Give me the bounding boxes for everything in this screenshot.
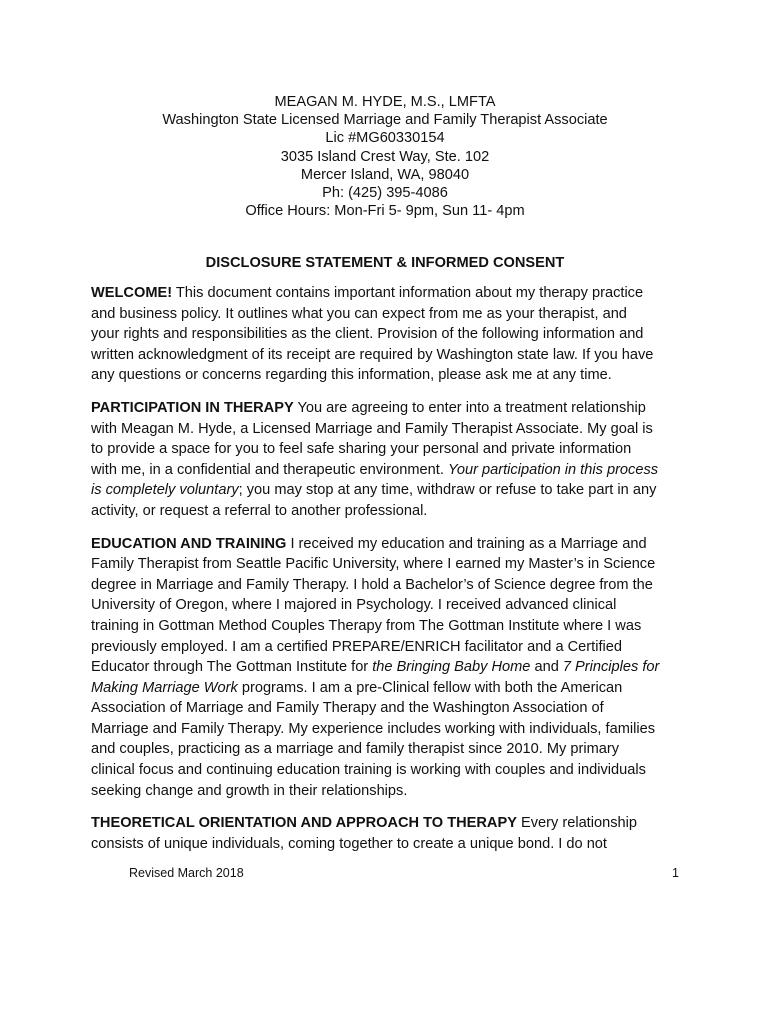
education-heading: EDUCATION AND TRAINING [91,535,287,552]
welcome-line: and business policy. It outlines what you can expect from me as your therapist, and [91,305,627,322]
education-line: programs. I am a pre-Clinical fellow with both the American [237,679,623,696]
orientation-line: Every relationship [516,815,637,832]
license-number: Lic #MG60330154 [325,130,445,147]
program-title: 7 Principles for [562,659,660,676]
education-line: Association of Marriage and Family Therapy and the Washington Association of [91,700,604,717]
address-line-2: Mercer Island, WA, 98040 [300,166,470,183]
orientation-line: consists of unique individuals, coming together to create a unique bond. I do not [91,835,607,852]
education-line: clinical focus and continuing education training is working with couples and individuals [91,762,646,779]
program-title: Making Marriage Work [91,679,238,696]
education-section [91,534,691,802]
education-line: University of Oregon, where I majored in Psychology. I received advanced clinical [91,597,617,614]
participation-line: to provide a space for you to feel safe sharing your personal and private information [91,441,632,458]
education-line: previously employed. I am a certified PREPARE/ENRICH facilitator and a Certified [91,638,622,655]
participation-line: with Meagan M. Hyde, a Licensed Marriage and Family Therapist Associate. My goal is [91,420,653,437]
participation-heading: PARTICIPATION IN THERAPY [91,399,294,416]
education-line: degree in Marriage and Family Therapy. I hold a Bachelor’s of Science degree from the [91,576,653,593]
license-title: Washington State Licensed Marriage and Family Therapist Associate [162,112,608,129]
practitioner-name: MEAGAN M. HYDE, M.S., LMFTA [274,94,496,110]
welcome-line: your rights and responsibilities as the client. Provision of the following information and [91,326,644,343]
orientation-heading: THEORETICAL ORIENTATION AND APPROACH TO THERAPY [91,815,517,832]
welcome-line: This document contains important information about my therapy practice [172,285,644,301]
education-line: Educator through The Gottman Institute for [91,659,373,676]
education-line: Marriage and Family Therapy. My experience includes working with individuals, families [91,720,655,737]
address-line-1: 3035 Island Crest Way, Ste. 102 [280,148,490,165]
participation-emphasis: is completely voluntary [91,482,239,499]
participation-line: You are agreeing to enter into a treatment relationship [293,399,646,416]
orientation-section [91,813,691,854]
participation-line: ; you may stop at any time, withdraw or refuse to take part in any [238,482,657,499]
participation-section [91,398,691,522]
welcome-line: written acknowledgment of its receipt are required by Washington state law. If you have [91,346,654,363]
participation-line: activity, or request a referral to another professional. [91,502,428,519]
welcome-heading: WELCOME! [91,285,173,301]
document-body [91,283,691,866]
welcome-line: any questions or concerns regarding this information, please ask me at any time. [91,367,612,384]
program-title: the Bringing Baby Home [372,659,531,676]
phone-number: Ph: (425) 395-4086 [322,185,448,202]
education-line: and couples, practicing as a marriage and family therapist since 2010. My primary [91,741,620,758]
revision-date: Revised March 2018 [129,866,244,880]
office-hours: Office Hours: Mon-Fri 5- 9pm, Sun 11- 4pm [245,203,525,220]
document-title: DISCLOSURE STATEMENT & INFORMED CONSENT [205,255,565,271]
page-number: 1 [672,866,679,880]
education-line: and [530,659,563,676]
welcome-section [91,283,691,386]
education-line: training in Gottman Method Couples Therapy from The Gottman Institute where I was [91,617,642,634]
education-line: seeking change and growth in their relationships. [91,782,408,799]
participation-line: with me, in a confidential and therapeutic environment. [91,461,448,478]
participation-emphasis: Your participation in this process [447,461,659,478]
practitioner-header [0,93,770,220]
education-line: I received my education and training as a Marriage and [286,535,647,552]
education-line: Family Therapist from Seattle Pacific University, where I earned my Master’s in Science [91,556,656,573]
